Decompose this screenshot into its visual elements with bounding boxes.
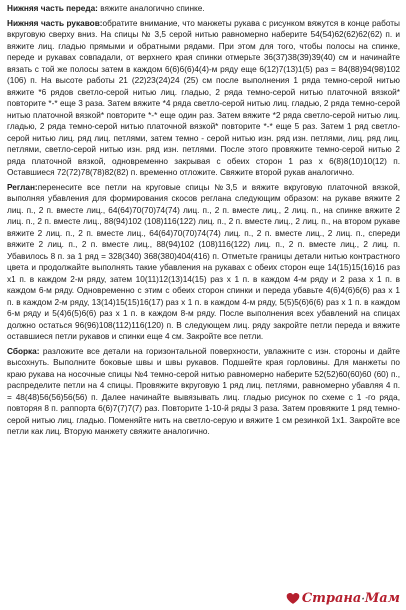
section-heading: Реглан: [7,182,38,192]
watermark-brand2: Мам [364,591,400,606]
watermark-brand: Страна [301,591,362,606]
section-body: вяжите аналогично спинке. [97,4,205,13]
heart-icon [286,592,300,606]
section-body: обратите внимание, что манжеты рукава с рисунком вяжутся в конце работы вкруговую сверху вниз. На спицы № 3,5 серой нитью равномерно наберите 54(54)62(62)62(62) п. и вяжите лиц. гладью прямыми и обратными рядами. При этом для того, чтобы полосы на спинке, переде и рукавах совпадали, от верхнего края спинки отмерьте 36(37)38(39)39(40) см и начинайте вязать с той же полосы затем в каждом 6(6)6(6)4(4)-м ряду еще 6(12)7(13)1(5) раз = 84(88)94(98)102 (106) п. На высоте работы 21 (22)23(24)24 (25) см после выполнения 1 ряда темно-серой нитью вяжите *6 рядов светло-серой нитью лиц. гладью, 2 ряда темно-серой нитью платочной вязкой* повторите *-* еще 3 раза. Затем вяжите *4 ряда светло-серой нитью лиц. гладью, 2 ряда темно-серой нитью платочной вязкой* повторите *-* еще один раз. Затем вяжите *2 ряда светло-серой нитью лиц. гладью, 2 ряда темно-серой нитью платочной вязкой* повторите *-* еще 5 раз. Затем 1 ряд светло-серой нитью лиц. ряд лиц. петлями, затем темно - серой нитью изн. ряд изн. петлями, лиц. ряд лиц. петлями, светло-серой нитью изн. ряд изн. петлями. После этого провяжите темно-серой нитью 2 ряда платочной вязкой, одновременно закрывая с обеих сторон 1 раз х 6(8)8(10)10(12) п. Оставшиеся 72(72)78(78)82(82) п. временно отложите. Свяжите второй рукав аналогично. [7,18,400,177]
section-sleeves-lower [7,18,400,179]
watermark-dot: · [361,594,365,605]
site-watermark [286,591,400,606]
section-assembly [7,346,400,438]
section-heading: Сборка: [7,346,40,356]
section-heading: Нижняя часть переда: [7,4,98,13]
section-front-lower [7,3,400,15]
section-raglan [7,182,400,343]
section-heading: Нижняя часть рукавов: [7,18,103,28]
pattern-instructions [7,3,400,441]
watermark-text [302,591,400,606]
section-body: разложите все детали на горизонтальной поверхности, увлажните с изн. стороны и дайте высохнуть. Выполните боковые швы и швы рукавов. Подшейте края горловины. Для манжеты по краю рукава на носочные спицы №4 темно-серой нитью равномерно наберите 52(52)60(60)60 (60) п., распределите петли на 4 спицы. Провяжите вкруговую 1 ряд лиц. петлями, равномерно убавляя 4 п. = 48(48)56(56)56(56) п. Далее начинайте вывязывать лиц. гладью рисунок по схеме с 1 -го ряда, повторяя 8 п. раппорта 6(6)7(7)7(7) раз. Повторите 1-10-й ряды 3 раза. Затем провяжите 1 ряд темно-серой нитью лиц. гладью. Поменяйте нить на светло-серую и вяжите 1 см резинкой 1х1. Закройте все петли как лиц. Вторую манжету свяжите аналогично. [7,346,400,436]
section-body: перенесите все петли на круговые спицы №3,5 и вяжите вкруговую платочной вязкой, выполняя убавления для формирования скосов реглана следующим образом: на рукаве вяжите 2 лиц. п., 2 п. вместе лиц., 64(64)70(70)74(74) лиц. п., 2 п. вместе лиц., 2 лиц. п., на спинке вяжите 2 лиц. п., 2 п. вместе лиц., 88(94)102 (108)116(122) лиц. п., 2 п. вместе лиц., 2 лиц. п., на втором рукаве вяжите 2 лиц. п., 2 п. вместе лиц., 64(64)70(70)74(74) лиц. п., 2 п. вместе лиц., 2 лиц. п., спереди вяжите 2 лиц. п., 2 п. вместе лиц., 88(94)102 (108)116(122) лиц. п., 2 п. вместе лиц., 2 лиц. п. Убавилось 8 п. за 1 ряд = 328(340) 368(380)404(416) п. Отметьте границы детали нитью контрастного цвета и продолжайте выполнять такие убавления на рукавах с обеих сторон еще 14(15)15(16)16 раз х1 п. в каждом 2-м ряду, затем 10(11)12(13)14(15) раз х 1 п. в каждом 4-м ряду и 2 раза х 1 п. в каждом 6-м ряду. Одновременно с этим с обеих сторон спинки и переда убавьте 4(6)4(6)6(6) раз х 1 п. в каждом 2-м ряду, 13(14)15(15)16(17) раз х 1 п. в каждом 4-м ряду, 5(5)5(6)6(6) раз х 1 п. в каждом 6-м ряду и 5(4)6(5)6(6) раз х 1 п. в каждом 8-м ряду. После выполнения всех убавлений на спицах должно остаться 96(96)108(112)116(120) п. В следующем лиц. ряду закройте петли переда и вяжите оставшиеся петли рукавов и спинки еще 4 см. Закройте все петли. [7,182,400,341]
